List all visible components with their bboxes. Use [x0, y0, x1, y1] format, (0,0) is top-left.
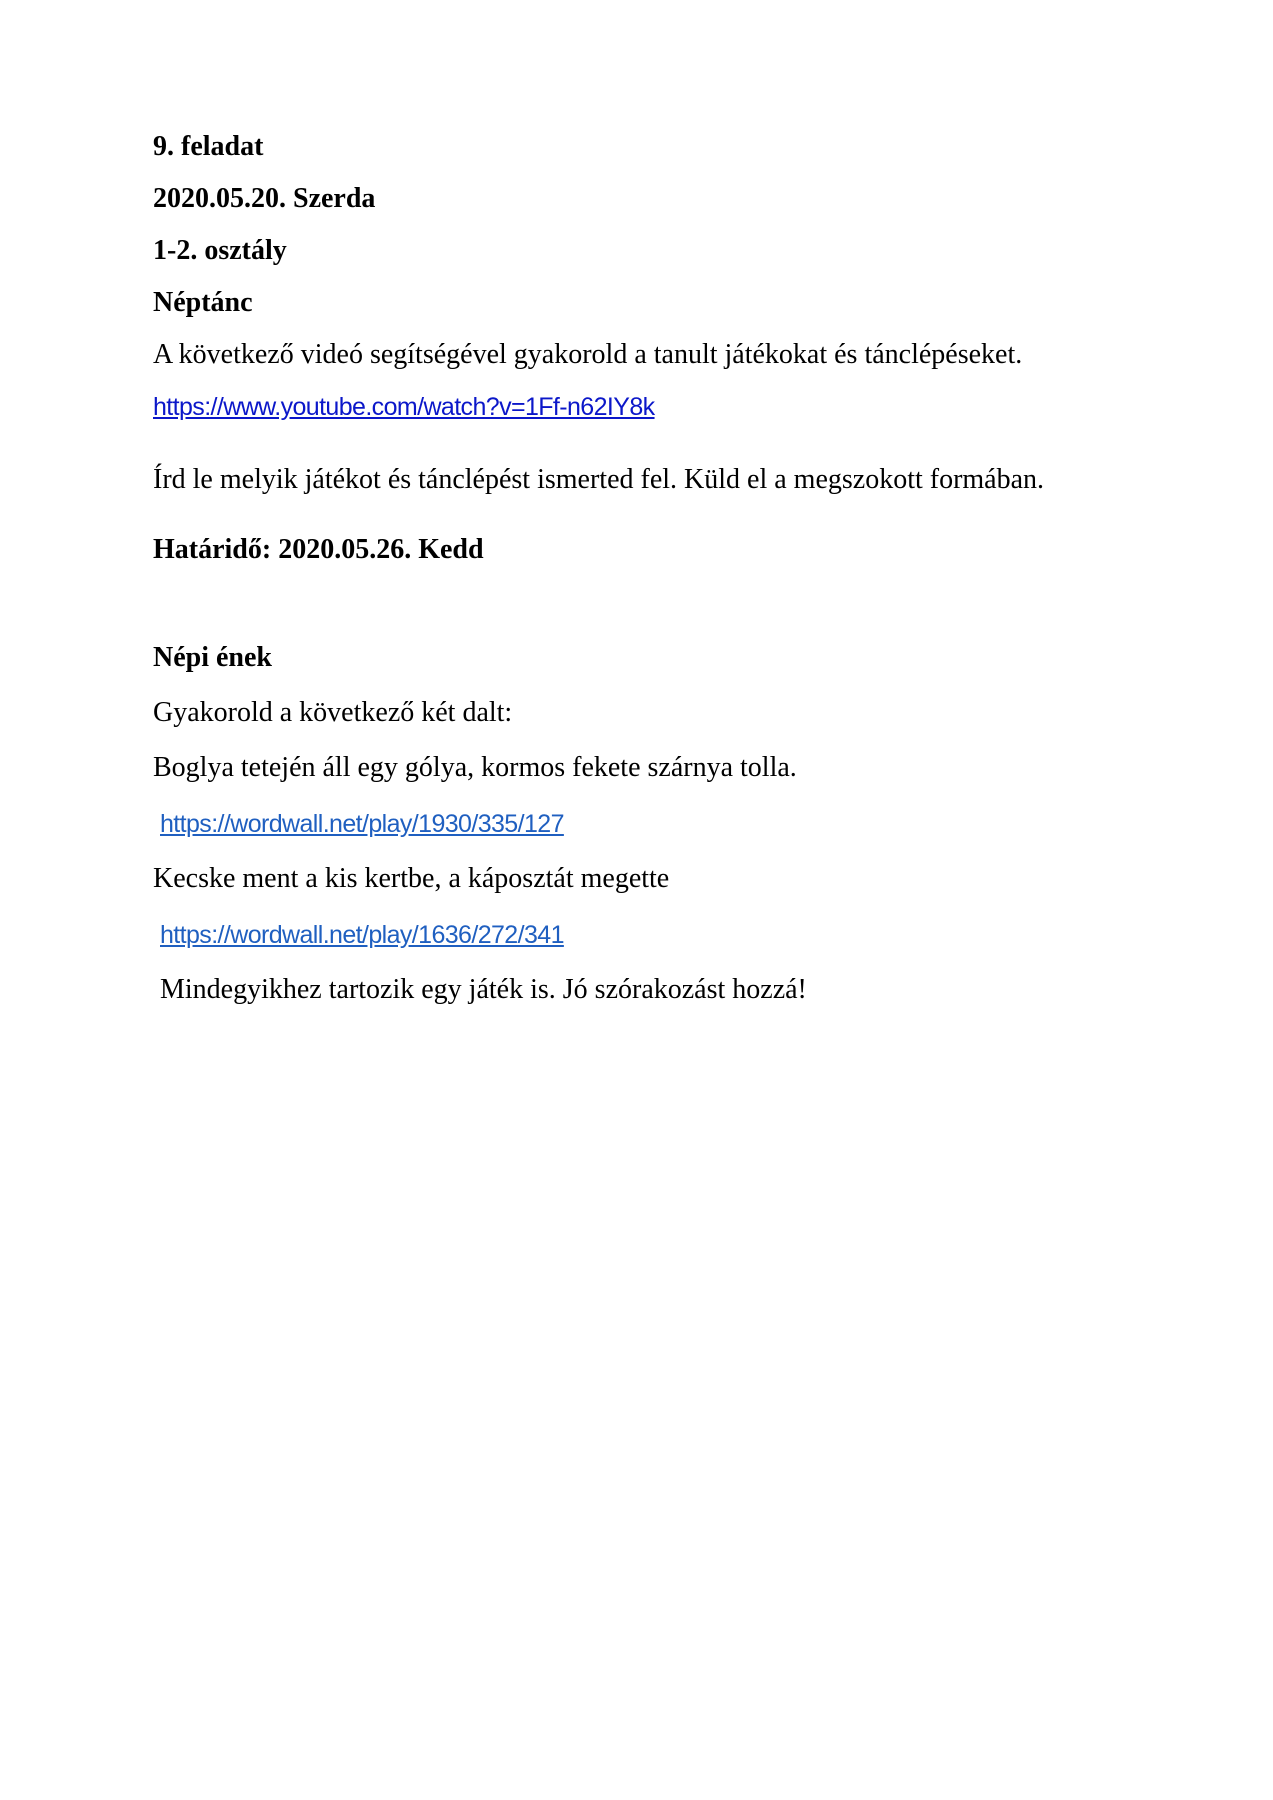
section-heading-nepi-enek: Népi ének	[153, 642, 272, 673]
song-2-text: Kecske ment a kis kertbe, a káposztát megette	[153, 863, 670, 894]
task-date: 2020.05.20. Szerda	[153, 183, 376, 214]
youtube-link[interactable]: https://www.youtube.com/watch?v=1Ff-n62IY8k	[153, 393, 655, 421]
nepi-enek-instruction: Gyakorold a következő két dalt:	[153, 697, 513, 728]
neptanc-task-text: Írd le melyik játékot és tánclépést ismerted fel. Küld el a megszokott formában.	[153, 464, 1045, 495]
song-1-text: Boglya tetején áll egy gólya, kormos fekete szárnya tolla.	[153, 752, 797, 783]
neptanc-instruction: A következő videó segítségével gyakorold a tanult játékokat és tánclépéseket.	[153, 339, 1023, 370]
closing-text: Mindegyikhez tartozik egy játék is. Jó szórakozást hozzá!	[160, 974, 807, 1005]
wordwall-link-1[interactable]: https://wordwall.net/play/1930/335/127	[160, 810, 564, 838]
wordwall-link-2[interactable]: https://wordwall.net/play/1636/272/341	[160, 921, 564, 949]
deadline: Határidő: 2020.05.26. Kedd	[153, 534, 484, 565]
section-heading-neptanc: Néptánc	[153, 287, 253, 318]
task-title: 9. feladat	[153, 131, 264, 162]
task-class: 1-2. osztály	[153, 235, 287, 266]
